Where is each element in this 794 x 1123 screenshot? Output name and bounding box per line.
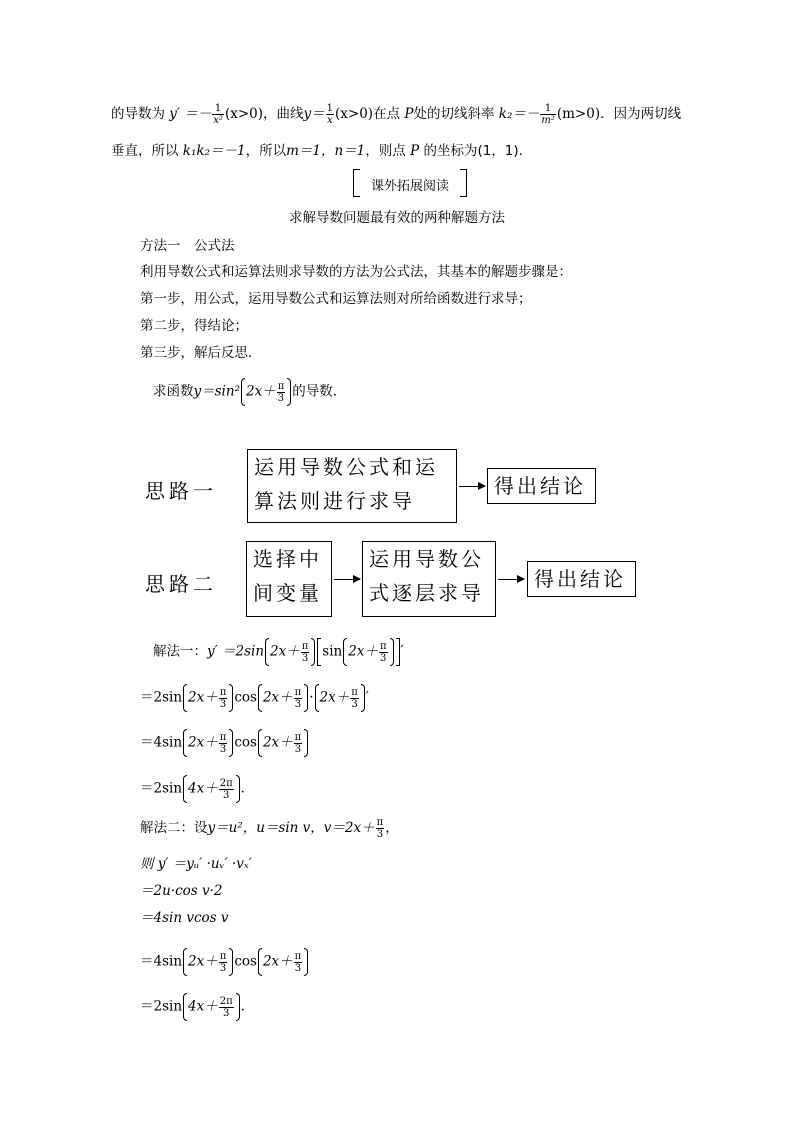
intro-line-2: 垂直，所以 k₁k₂＝－1，所以m＝1，n＝1，则点 P 的坐标为(1，1)． (111, 143, 533, 159)
solution-1-line-3: ＝4sin 2x＋ $\frac{\pi}{3}$ cos 2x＋ $\frac{\pi}{3}$ (140, 729, 309, 757)
solution-1-line-1: 解法一：y′ ＝2sin 2x＋ $\frac{\pi}{3}$ sin 2x＋ $\frac{\pi}{3}$ ′ (153, 638, 404, 666)
arrow-3 (498, 579, 524, 580)
right-paren (287, 378, 291, 406)
step-3: 第三步，解后反思． (140, 345, 262, 361)
fraction: $\frac{1}{\text{x²}}$ (213, 103, 223, 126)
left-paren (241, 378, 245, 406)
solution-2-line-3: ＝4sin vcos v (140, 910, 229, 926)
result-2-box: 得出结论 (527, 561, 636, 597)
solution-2-line-5: ＝2sin 4x＋ $\frac{2\pi}{3}$ ． (140, 993, 254, 1021)
approach-1-box: 运用导数公式和运 算法则进行求导 (247, 449, 457, 523)
fraction: $\frac{1}{x}$ (326, 103, 334, 126)
choose-variable-box: 选择中 间变量 (246, 541, 332, 617)
solution-1-line-4: ＝2sin 4x＋ $\frac{2\pi}{3}$ ． (140, 775, 254, 803)
approach-2-label: 思路二 (145, 572, 217, 596)
solution-1-line-2: ＝2sin 2x＋ $\frac{\pi}{3}$ cos 2x＋ $\frac{\pi}{3}$ · 2x＋ $\frac{\pi}{3}$ ′ (140, 684, 369, 712)
arrow-1 (459, 486, 485, 487)
step-1: 第一步，用公式，运用导数公式和运算法则对所给函数进行求导； (140, 291, 532, 307)
solution-2-line-2: ＝2u·cos v·2 (140, 883, 223, 899)
fraction: $\frac{1}{\text{m²}}$ (541, 103, 555, 126)
solution-2-setup: 解法二：设y＝u²，u＝sin v，v＝2x＋ $\frac{\pi}{3}$ ， (140, 817, 399, 840)
solution-2-line-1: 则 y′ ＝yᵤ′ ·uᵥ′ ·vₓ′ (140, 856, 252, 872)
intro-line-1: 的导数为 y′ ＝－ $\frac{1}{\text{x²}}$ (x>0)，曲线y＝ $\frac{1}{x}$ (x>0)在点 P处的切线斜率 k₂＝－ $\frac{1}{\text{m²}}$ (m>0)．因为两切线 (111, 103, 682, 126)
arrow-2 (334, 579, 360, 580)
section-heading: 求解导数问题最有效的两种解题方法 (289, 210, 505, 226)
method-description: 利用导数公式和运算法则求导数的方法为公式法，其基本的解题步骤是： (140, 264, 572, 280)
result-1-box: 得出结论 (487, 468, 596, 504)
section-bracket-title: 课外拓展阅读 (353, 169, 467, 197)
layered-derivative-box: 运用导数公 式逐层求导 (362, 541, 496, 617)
method-1-title: 方法一 公式法 (140, 238, 235, 254)
right-bracket (460, 169, 467, 197)
step-2: 第二步，得结论； (140, 318, 248, 334)
approach-1-label: 思路一 (145, 479, 217, 503)
solution-2-line-4: ＝4sin 2x＋ $\frac{\pi}{3}$ cos 2x＋ $\frac{\pi}{3}$ (140, 948, 309, 976)
problem-statement: 求函数y＝sin² 2x＋ $\frac{\pi}{3}$ 的导数． (153, 378, 346, 406)
